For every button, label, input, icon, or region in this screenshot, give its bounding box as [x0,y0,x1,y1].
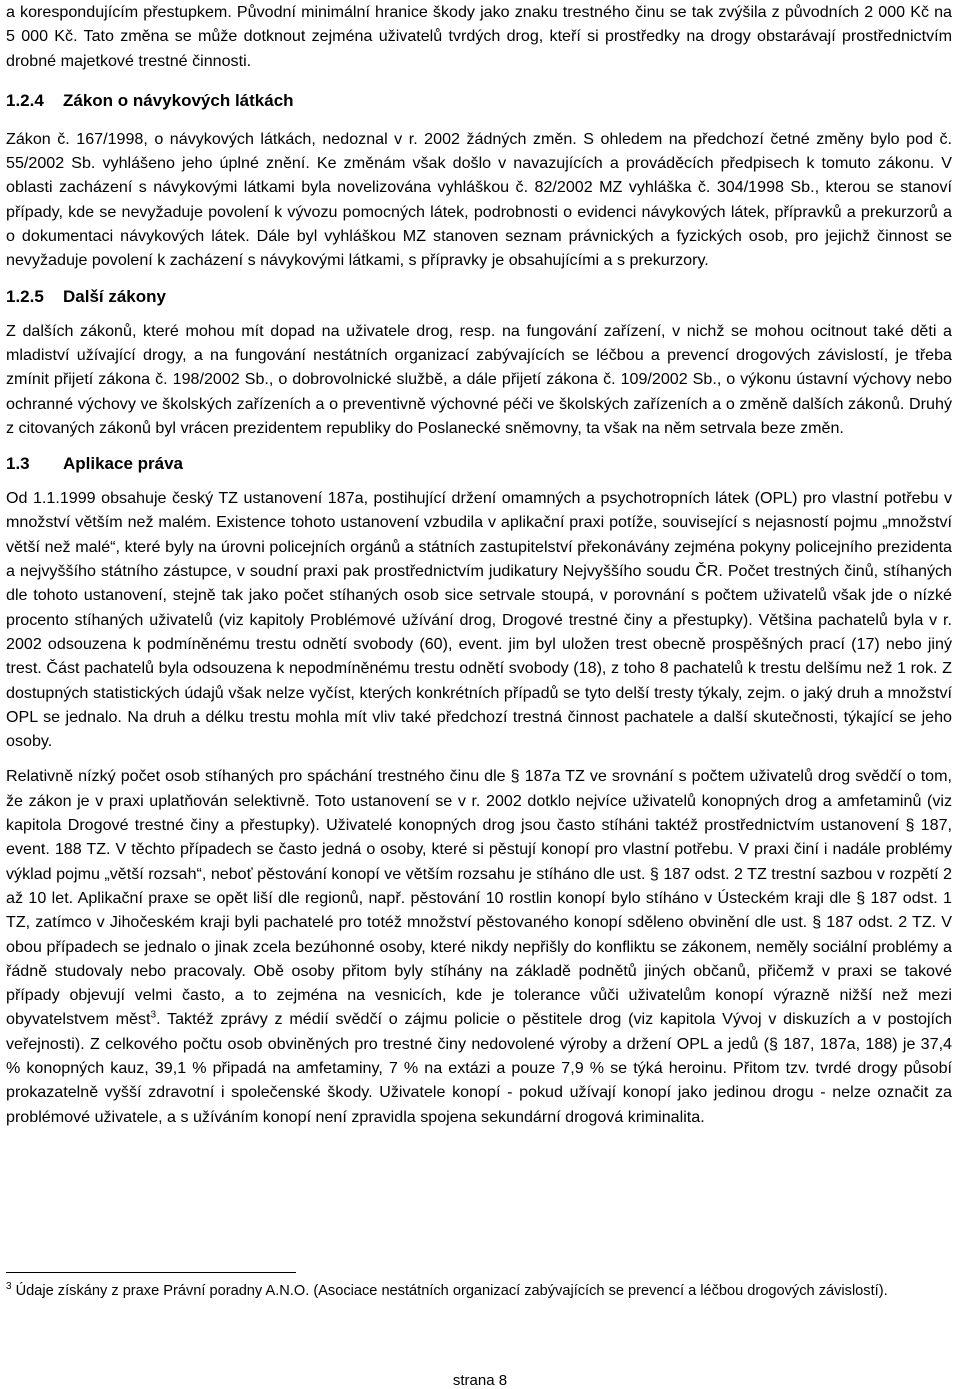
section-1-2-4-paragraph: Zákon č. 167/1998, o návykových látkách, nedoznal v r. 2002 žádných změn. S ohledem na předchozí četné změny bylo pod č. 55/2002 Sb. vyhlášeno jeho úplné znění. Ke změnám však došlo v navazujících a prováděcích předpisech k tomuto zákonu. V oblasti zacházení s návykovými látkami byla novelizována vyhláškou č. 82/2002 MZ vyhláška č. 304/1998 Sb., kterou se stanoví případy, kde se nevyžaduje povolení k vývozu pomocných látek, podrobnosti o evidenci návykových látek, přípravků a prekurzorů a o dokumentaci návykových látek. Dále byl vyhláškou MZ stanoven seznam právnických a fyzických osob, pro jejichž činnost se nevyžaduje povolení k zacházení s návykovými látkami, s přípravky je obsahujícími a s prekurzory. [6,129,952,270]
section-number: 1.2.5 [6,286,44,306]
section-number: 1.3 [6,454,30,474]
footnote-reference: 3 [150,1010,157,1022]
footnote-marker: 3 [6,1281,12,1293]
section-number: 1.2.4 [6,90,44,110]
footnote-text: Údaje získány z praxe Právní poradny A.N.O. (Asociace nestátních organizací zabývajících se prevencí a léčbou drogových závislostí). [15,1283,888,1299]
section-heading-1-3 [6,452,952,476]
paragraph-text: Taktéž zprávy z médií svědčí o zájmu policie o pěstitele drog (viz kapitola Vývoj v diskuzích a v postojích veřejnosti). Z celkového počtu osob obviněných pro trestné činy nedovolené výroby a držení OPL a jedů (§ 187, 187a, 188) je 37,4 % konopných kauz, 39,1 % připadá na amfetaminy, 7 % na extázi a pouze 7,9 % se týká heroinu. Přitom tzv. tvrdé drogy působí prokazatelně vyšší zdravotní i společenské škody. Uživatele konopí - pokud užívají konopí jako jedinou drogu - nelze označit za problémové uživatele, a s užíváním konopí není zpravidla spojena sekundární drogová kriminalita. [6,1010,952,1126]
section-title: Další zákony [63,286,166,306]
footnote [6,1281,952,1301]
section-1-2-5-paragraph: Z dalších zákonů, které mohou mít dopad na uživatele drog, resp. na fungování zařízení, v nichž se mohou ocitnout také děti a mladiství užívající drogy, a na fungování nestátních organizací zabývajících se léčbou a prevencí drogových závislostí, je třeba zmínit přijetí zákona č. 198/2002 Sb., o dobrovolnické službě, a dále přijetí zákona č. 109/2002 Sb., o výkonu ústavní výchovy nebo ochranné výchovy ve školských zařízeních a o preventivně výchovné péči ve školských zařízeních a o změně dalších zákonů. Druhý z citovaných zákonů byl vrácen prezidentem republiky do Poslanecké sněmovny, ta však na něm setrvala beze změn. [6,321,952,437]
footnote-divider [6,1272,296,1273]
section-title: Aplikace práva [63,454,184,474]
section-1-3-paragraph-2: Relativně nízký počet osob stíhaných pro spáchání trestného činu dle § 187a TZ ve srovnání s počtem uživatelů drog svědčí o tom, že zákon je v praxi uplatňován selektivně. Toto ustanovení se v r. 2002 dotklo nejvíce uživatelů konopných drog a amfetaminů (viz kapitola Drogové trestné činy a přestupky). Uživatelé konopných drog jsou často stíháni taktéž prostřednictvím ustanovení § 187, event. 188 TZ. V těchto případech se často jedná o osoby, které si pěstují konopí pro vlastní potřebu. V praxi činí i nadále problémy výklad pojmu „větší rozsah“, neboť pěstování konopí ve větším rozsahu je stíháno dle ust. § 187 odst. 2 TZ trestní sazbou v rozpětí 2 až 10 let. Aplikační praxe se opět liší dle regionů, např. pěstování 10 rostlin konopí bylo stíháno v Ústeckém kraji dle § 187 odst. 1 TZ, zatímco v Jihočeském kraji byli pachatelé pro totéž množství pěstovaného konopí sděleno obvinění dle ust. § 187 odst. 2 TZ. V obou případech se jednalo o jinak zcela bezúhonné osoby, které nikdy nepřišly do konfliktu se zákonem, neměly sociální problémy a řádně studovaly nebo pracovaly. Obě osoby přitom byly stíhány na základě podnětů jiných občanů, přičemž v praxi se takové případy objevují velmi často, a to zejména na vesnicích, kde je tolerance vůči uživatelům konopí výrazně nižší než mezi obyvatelstvem měst$^3$. Taktéž zprávy z médií svědčí o zájmu policie o pěstitele drog (viz kapitola Vývoj v diskuzích a v postojích veřejnosti). Z celkového počtu osob obviněných pro trestné činy nedovolené výroby a držení OPL a jedů (§ 187, 187a, 188) je 37,4 % konopných kauz, 39,1 % připadá na amfetaminy, 7 % na extázi a pouze 7,9 % se týká heroinu. Přitom tzv. tvrdé drogy působí prokazatelně vyšší zdravotní i společenské škody. Uživatele konopí - pokud užívají konopí jako jedinou drogu - nelze označit za problémové uživatele, a s užíváním konopí není zpravidla spojena sekundární drogová kriminalita. [6,767,952,1126]
section-title: Zákon o návykových látkách [63,90,294,110]
section-heading-1-2-5 [6,285,952,309]
paragraph-text: Relativně nízký počet osob stíhaných pro spáchání trestného činu dle § 187a TZ ve srovnání s počtem uživatelů drog svědčí o tom, že zákon je v praxi uplatňován selektivně. Toto ustanovení se v r. 2002 dotklo nejvíce uživatelů konopných drog a amfetaminů (viz kapitola Drogové trestné činy a přestupky). Uživatelé konopných drog jsou často stíháni taktéž prostřednictvím ustanovení § 187, event. 188 TZ. V těchto případech se často jedná o osoby, které si pěstují konopí pro vlastní potřebu. V praxi činí i nadále problémy výklad pojmu „větší rozsah“, neboť pěstování konopí ve větším rozsahu je stíháno dle ust. § 187 odst. 2 TZ trestní sazbou v rozpětí 2 až 10 let. Aplikační praxe se opět liší dle regionů, např. pěstování 10 rostlin konopí bylo stíháno v Ústeckém kraji dle § 187 odst. 1 TZ, zatímco v Jihočeském kraji byli pachatelé pro totéž množství pěstovaného konopí sděleno obvinění dle ust. § 187 odst. 2 TZ. V obou případech se jednalo o jinak zcela bezúhonné osoby, které nikdy nepřišly do konfliktu se zákonem, neměly sociální problémy a řádně studovaly nebo pracovaly. Obě osoby přitom byly stíhány na základě podnětů jiných občanů, přičemž v praxi se takové případy objevují velmi často, a to zejména na vesnicích, kde je tolerance vůči uživatelům konopí výrazně nižší než mezi obyvatelstvem měst [6,767,952,1029]
document-page [6,0,952,1129]
section-heading-1-2-4 [6,89,952,113]
page-number: strana 8 [452,1372,508,1389]
intro-paragraph: a korespondujícím přestupkem. Původní minimální hranice škody jako znaku trestného činu se tak zvýšila z původních 2 000 Kč na 5 000 Kč. Tato změna se může dotknout zejména uživatelů tvrdých drog, kteří si prostředky na drogy obstarávají prostřednictvím drobné majetkové trestné činnosti. [6,3,952,70]
section-1-3-paragraph-1: Od 1.1.1999 obsahuje český TZ ustanovení 187a, postihující držení omamných a psychotropních látek (OPL) pro vlastní potřebu v množství větším než malém. Existence tohoto ustanovení vzbudila v aplikační praxi potíže, související s nejasností pojmu „množství větší než malé“, které byly na úrovni policejních orgánů a státních zastupitelství překonávány zejména pokyny policejního prezidenta a nejvyššího státního zástupce, v soudní praxi pak prostřednictvím judikatury Nejvyššího soudu ČR. Počet trestných činů, stíhaných dle tohoto ustanovení, stejně tak jako počet stíhaných osob sice setrvale stoupá, v porovnání s počtem uživatelů však jde o nízké procento stíhaných uživatelů (viz kapitoly Problémové užívání drog, Drogové trestné činy a přestupky). Většina pachatelů byla v r. 2002 odsouzena k podmíněnému trestu odnětí svobody (60), event. jim byl uložen trest obecně prospěšných prací (17) nebo jiný trest. Část pachatelů byla odsouzena k nepodmíněnému trestu odnětí svobody (18), z toho 8 pachatelů k trestu delšímu než 1 rok. Z dostupných statistických údajů však nelze vyčíst, kterých konkrétních případů se tyto delší tresty týkaly, zejm. o jaký druh a množství OPL se jednalo. Na druh a délku trestu mohla mít vliv také předchozí trestná činnost pachatele a další skutečnosti, týkající se jeho osoby. [6,489,952,751]
